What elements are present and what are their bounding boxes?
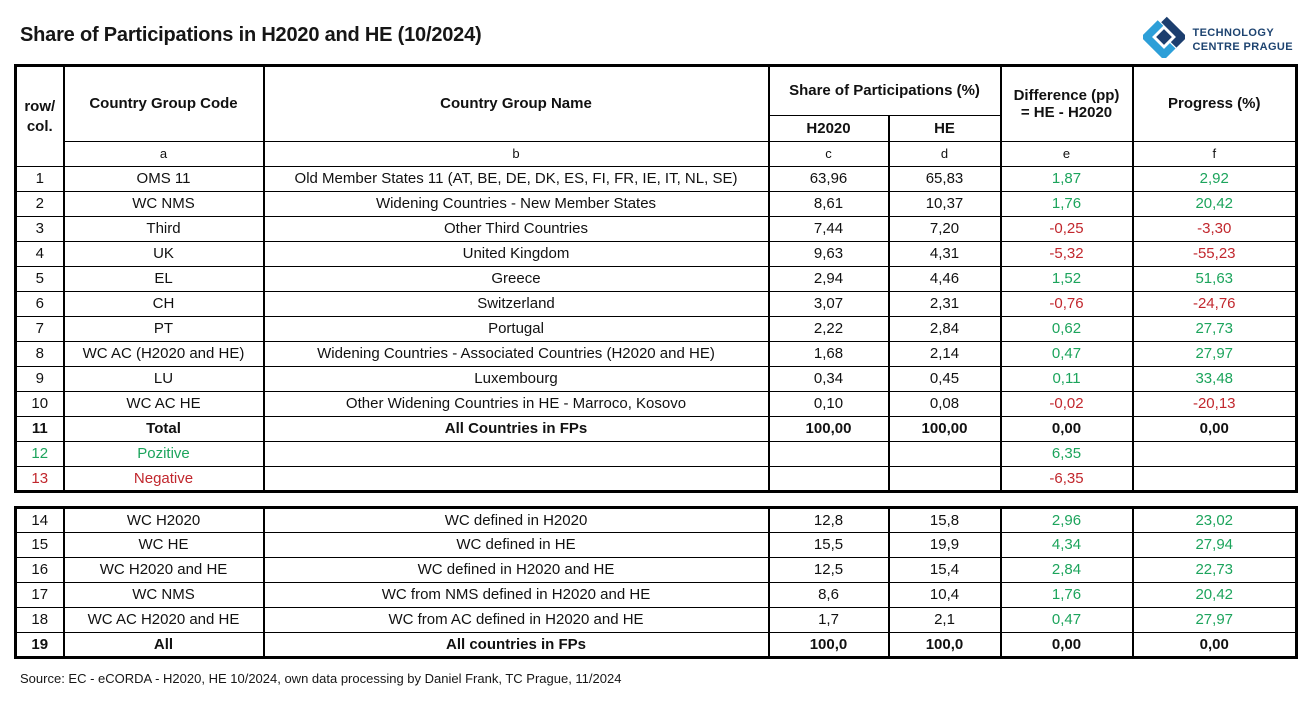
country-group-name-cell: Luxembourg [264, 367, 769, 392]
col-letter-d: d [889, 142, 1001, 167]
h2020-share-cell: 1,68 [769, 342, 889, 367]
country-group-name-cell: Switzerland [264, 292, 769, 317]
he-share-cell: 7,20 [889, 217, 1001, 242]
country-group-code-cell: WC NMS [64, 583, 264, 608]
table-row [16, 342, 1297, 367]
he-share-cell: 19,9 [889, 533, 1001, 558]
logo-text-line2: CENTRE PRAGUE [1192, 40, 1293, 53]
he-share-cell: 10,4 [889, 583, 1001, 608]
table-row [16, 167, 1297, 192]
country-group-name-cell: United Kingdom [264, 242, 769, 267]
difference-cell: 0,62 [1001, 317, 1133, 342]
logo-text [1192, 26, 1293, 54]
he-share-cell: 0,08 [889, 392, 1001, 417]
tc-prague-diamond-icon [1143, 16, 1185, 63]
progress-cell: -3,30 [1133, 217, 1297, 242]
header-he: HE [889, 116, 1001, 142]
he-share-cell [889, 442, 1001, 467]
country-group-code-cell: CH [64, 292, 264, 317]
h2020-share-cell: 2,22 [769, 317, 889, 342]
he-share-cell: 100,00 [889, 417, 1001, 442]
country-group-name-cell: WC defined in H2020 [264, 508, 769, 533]
country-group-name-cell: All countries in FPs [264, 633, 769, 658]
table-row [16, 417, 1297, 442]
country-group-name-cell: WC from NMS defined in H2020 and HE [264, 583, 769, 608]
h2020-share-cell: 15,5 [769, 533, 889, 558]
country-group-code-cell: LU [64, 367, 264, 392]
row-number: 12 [16, 442, 64, 467]
country-group-code-cell: WC AC (H2020 and HE) [64, 342, 264, 367]
difference-cell: 1,76 [1001, 192, 1133, 217]
progress-cell [1133, 442, 1297, 467]
country-group-name-cell: All Countries in FPs [264, 417, 769, 442]
progress-cell: 20,42 [1133, 583, 1297, 608]
table-row [16, 317, 1297, 342]
country-group-code-cell: Total [64, 417, 264, 442]
row-number: 13 [16, 467, 64, 492]
table-row [16, 292, 1297, 317]
he-share-cell: 0,45 [889, 367, 1001, 392]
progress-cell: 23,02 [1133, 508, 1297, 533]
table-row [16, 467, 1297, 492]
country-group-code-cell: UK [64, 242, 264, 267]
he-share-cell: 4,31 [889, 242, 1001, 267]
difference-cell: 0,47 [1001, 608, 1133, 633]
table-row [16, 392, 1297, 417]
table-row [16, 608, 1297, 633]
table-row [16, 508, 1297, 533]
technology-centre-prague-logo [1143, 16, 1293, 63]
country-group-name-cell: Portugal [264, 317, 769, 342]
row-number: 1 [16, 167, 64, 192]
progress-cell: 27,94 [1133, 533, 1297, 558]
country-group-name-cell: Widening Countries - Associated Countries (H2020 and HE) [264, 342, 769, 367]
country-group-code-cell: WC H2020 [64, 508, 264, 533]
country-group-name-cell: Other Third Countries [264, 217, 769, 242]
he-share-cell [889, 467, 1001, 492]
difference-cell: 4,34 [1001, 533, 1133, 558]
h2020-share-cell: 7,44 [769, 217, 889, 242]
header-row-label: row/ [24, 97, 56, 115]
he-share-cell: 2,84 [889, 317, 1001, 342]
progress-cell: -20,13 [1133, 392, 1297, 417]
h2020-share-cell: 12,8 [769, 508, 889, 533]
header-difference-line2: = HE - H2020 [1020, 104, 1113, 121]
row-number: 11 [16, 417, 64, 442]
difference-cell: 6,35 [1001, 442, 1133, 467]
he-share-cell: 2,31 [889, 292, 1001, 317]
logo-text-line1: TECHNOLOGY [1192, 26, 1275, 39]
row-number: 14 [16, 508, 64, 533]
country-group-code-cell: PT [64, 317, 264, 342]
col-letter-e: e [1001, 142, 1133, 167]
country-group-name-cell: WC from AC defined in H2020 and HE [264, 608, 769, 633]
progress-cell: 33,48 [1133, 367, 1297, 392]
header-progress: Progress (%) [1133, 66, 1297, 142]
row-number: 8 [16, 342, 64, 367]
header-row-col [16, 66, 64, 167]
table-row [16, 217, 1297, 242]
country-group-code-cell: Negative [64, 467, 264, 492]
difference-cell: 1,76 [1001, 583, 1133, 608]
h2020-share-cell: 1,7 [769, 608, 889, 633]
he-share-cell: 15,8 [889, 508, 1001, 533]
country-group-name-cell: Widening Countries - New Member States [264, 192, 769, 217]
progress-cell: 20,42 [1133, 192, 1297, 217]
table2-body [16, 508, 1297, 658]
row-number: 10 [16, 392, 64, 417]
difference-cell: 0,00 [1001, 417, 1133, 442]
table-row [16, 367, 1297, 392]
row-number: 18 [16, 608, 64, 633]
col-letter-b: b [264, 142, 769, 167]
h2020-share-cell: 3,07 [769, 292, 889, 317]
country-group-code-cell: WC NMS [64, 192, 264, 217]
h2020-share-cell: 8,6 [769, 583, 889, 608]
progress-cell: 0,00 [1133, 633, 1297, 658]
h2020-share-cell: 2,94 [769, 267, 889, 292]
table-row [16, 558, 1297, 583]
country-group-code-cell: WC AC HE [64, 392, 264, 417]
row-number: 7 [16, 317, 64, 342]
h2020-share-cell [769, 467, 889, 492]
difference-cell: 0,11 [1001, 367, 1133, 392]
he-share-cell: 10,37 [889, 192, 1001, 217]
page-title: Share of Participations in H2020 and HE (10/2024) [20, 24, 482, 46]
difference-cell: 0,00 [1001, 633, 1133, 658]
h2020-share-cell: 100,00 [769, 417, 889, 442]
h2020-share-cell: 63,96 [769, 167, 889, 192]
header-difference [1001, 66, 1133, 142]
country-group-code-cell: EL [64, 267, 264, 292]
difference-cell: -0,25 [1001, 217, 1133, 242]
h2020-share-cell [769, 442, 889, 467]
country-group-name-cell: Old Member States 11 (AT, BE, DE, DK, ES, FI, FR, IE, IT, NL, SE) [264, 167, 769, 192]
progress-cell: 0,00 [1133, 417, 1297, 442]
progress-cell: 27,73 [1133, 317, 1297, 342]
header-country-group-name: Country Group Name [264, 66, 769, 142]
table-row [16, 267, 1297, 292]
he-share-cell: 100,0 [889, 633, 1001, 658]
progress-cell: 27,97 [1133, 342, 1297, 367]
he-share-cell: 4,46 [889, 267, 1001, 292]
progress-cell: -55,23 [1133, 242, 1297, 267]
country-group-name-cell: Greece [264, 267, 769, 292]
progress-cell [1133, 467, 1297, 492]
he-share-cell: 15,4 [889, 558, 1001, 583]
difference-cell: 1,87 [1001, 167, 1133, 192]
col-letter-c: c [769, 142, 889, 167]
difference-cell: 2,84 [1001, 558, 1133, 583]
row-number: 6 [16, 292, 64, 317]
header-country-group-code: Country Group Code [64, 66, 264, 142]
h2020-share-cell: 100,0 [769, 633, 889, 658]
h2020-share-cell: 8,61 [769, 192, 889, 217]
progress-cell: 51,63 [1133, 267, 1297, 292]
difference-cell: 2,96 [1001, 508, 1133, 533]
country-group-name-cell [264, 467, 769, 492]
country-group-code-cell: All [64, 633, 264, 658]
header-h2020: H2020 [769, 116, 889, 142]
country-group-code-cell: WC AC H2020 and HE [64, 608, 264, 633]
progress-cell: 2,92 [1133, 167, 1297, 192]
progress-cell: 27,97 [1133, 608, 1297, 633]
table-row [16, 442, 1297, 467]
h2020-share-cell: 9,63 [769, 242, 889, 267]
difference-cell: -0,76 [1001, 292, 1133, 317]
source-note: Source: EC - eCORDA - H2020, HE 10/2024, own data processing by Daniel Frank, TC Prague, 11/2024 [20, 671, 622, 686]
row-number: 3 [16, 217, 64, 242]
country-group-name-cell: Other Widening Countries in HE - Marroco, Kosovo [264, 392, 769, 417]
header-share-of-participations: Share of Participations (%) [769, 66, 1001, 116]
country-group-code-cell: Third [64, 217, 264, 242]
country-group-name-cell [264, 442, 769, 467]
col-letter-a: a [64, 142, 264, 167]
table-row [16, 583, 1297, 608]
row-number: 2 [16, 192, 64, 217]
table-row [16, 192, 1297, 217]
country-group-code-cell: Pozitive [64, 442, 264, 467]
participation-share-table-main [14, 64, 1298, 493]
table-row [16, 533, 1297, 558]
table1-body [16, 167, 1297, 492]
row-number: 19 [16, 633, 64, 658]
progress-cell: 22,73 [1133, 558, 1297, 583]
header-col-label: col. [26, 117, 53, 135]
h2020-share-cell: 0,34 [769, 367, 889, 392]
h2020-share-cell: 12,5 [769, 558, 889, 583]
header-difference-line1: Difference (pp) [1013, 86, 1120, 104]
row-number: 15 [16, 533, 64, 558]
difference-cell: 0,47 [1001, 342, 1133, 367]
difference-cell: -0,02 [1001, 392, 1133, 417]
he-share-cell: 65,83 [889, 167, 1001, 192]
row-number: 4 [16, 242, 64, 267]
progress-cell: -24,76 [1133, 292, 1297, 317]
difference-cell: -6,35 [1001, 467, 1133, 492]
col-letter-f: f [1133, 142, 1297, 167]
he-share-cell: 2,14 [889, 342, 1001, 367]
row-number: 5 [16, 267, 64, 292]
difference-cell: 1,52 [1001, 267, 1133, 292]
row-number: 17 [16, 583, 64, 608]
widening-countries-summary-table [14, 506, 1298, 659]
country-group-code-cell: WC HE [64, 533, 264, 558]
row-number: 16 [16, 558, 64, 583]
table-row [16, 633, 1297, 658]
h2020-share-cell: 0,10 [769, 392, 889, 417]
country-group-name-cell: WC defined in H2020 and HE [264, 558, 769, 583]
he-share-cell: 2,1 [889, 608, 1001, 633]
row-number: 9 [16, 367, 64, 392]
difference-cell: -5,32 [1001, 242, 1133, 267]
table-row [16, 242, 1297, 267]
country-group-code-cell: OMS 11 [64, 167, 264, 192]
country-group-name-cell: WC defined in HE [264, 533, 769, 558]
country-group-code-cell: WC H2020 and HE [64, 558, 264, 583]
